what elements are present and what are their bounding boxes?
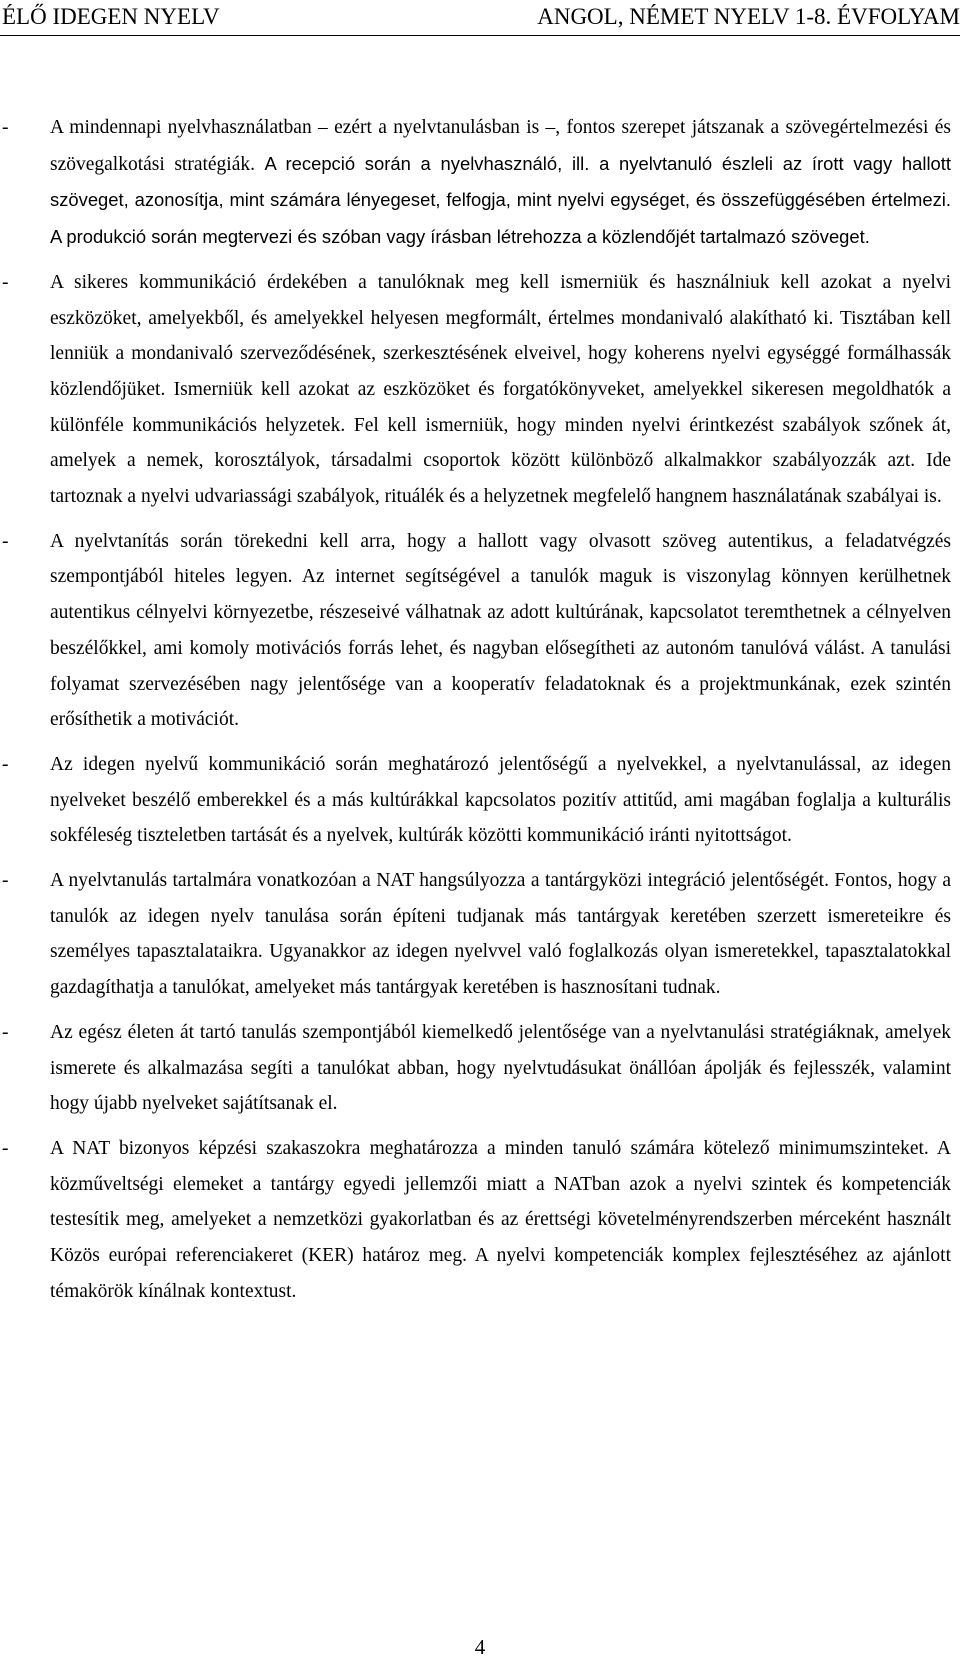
list-item <box>0 863 951 1006</box>
bullet-dash: - <box>2 753 9 775</box>
text-segment-sans: A recepció során a nyelvhasználó, ill. a nyelvtanuló észleli az írott vagy hallott szöveget, azonosítja, mint számára lényegeset, felfogja, mint nyelvi egységet, és összefüggésében értelmezi. A produkció során megtervezi és szóban vagy írásban létrehozza a közlendőjét tartalmazó szöveget. <box>50 152 952 248</box>
paragraph-text <box>50 265 951 515</box>
list-item <box>0 265 951 515</box>
bullet-dash: - <box>2 1137 9 1159</box>
bullet-dash: - <box>2 870 9 892</box>
list-item <box>0 1015 951 1122</box>
paragraph-text <box>50 747 951 854</box>
paragraph-text <box>50 1015 951 1122</box>
bullet-dash: - <box>2 530 9 552</box>
paragraph-text <box>50 524 951 738</box>
text-segment: Az egész életen át tartó tanulás szempontjából kiemelkedő jelentősége van a nyelvtanulási stratégiáknak, amelyek ismerete és alkalmazása segíti a tanulókat abban, hogy nyelvtudásukat önállóan ápolják és fejlesszék, valamint hogy újabb nyelveket sajátítsanak el. <box>50 1021 951 1115</box>
paragraph-text <box>50 863 951 1006</box>
list-item <box>0 747 951 854</box>
text-segment: A NAT bizonyos képzési szakaszokra meghatározza a minden tanuló számára kötelező minimumszinteket. A közműveltségi elemeket a tantárgy egyedi jellemzői miatt a NATban azok a nyelvi szintek és kompetenciák testesítik meg, amelyeket a nemzetközi gyakorlatban és az érettségi követelményrendszerben mérceként használt Közös európai referenciakeret (KER) határoz meg. A nyelvi kompetenciák komplex fejlesztéséhez az ajánlott témakörök kínálnak kontextust. <box>50 1137 951 1302</box>
bullet-dash: - <box>2 1021 9 1043</box>
text-segment: A mindennapi nyelvhasználatban – ezért a nyelvtanulásban is –, fontos szerepet játszanak a szövegértelmezési és szövegalkotási stratégiák. <box>50 117 951 175</box>
page-number: 4 <box>474 1635 486 1659</box>
paragraph-text <box>50 110 951 256</box>
document-body <box>0 110 951 1319</box>
bullet-dash: - <box>2 271 9 293</box>
list-item <box>0 110 951 256</box>
header-divider <box>0 35 960 36</box>
text-segment: A nyelvtanulás tartalmára vonatkozóan a NAT hangsúlyozza a tantárgyközi integráció jelentőségét. Fontos, hogy a tanulók az idegen nyelv tanulása során építeni tudjanak más tantárgyak keretében szerzett ismereteikre és személyes tapasztalataikra. Ugyanakkor az idegen nyelvvel való foglalkozás olyan ismeretekkel, tapasztalatokkal gazdagíthatja a tanulókat, amelyeket más tantárgyak keretében is hasznosítani tudnak. <box>50 870 951 999</box>
page-header <box>0 0 960 34</box>
bullet-dash: - <box>2 117 9 138</box>
text-segment: A nyelvtanítás során törekedni kell arra, hogy a hallott vagy olvasott szöveg autentikus, a feladatvégzés szempontjából hiteles legyen. Az internet segítségével a tanulók maguk is viszonylag könnyen kerülhetnek autentikus célnyelvi környezetbe, részeseivé válhatnak az adott kultúrának, kapcsolatot teremthetnek a célnyelven beszélőkkel, ami komoly motivációs forrás lehet, és nagyban elősegítheti az autonóm tanulóvá válást. A tanulási folyamat szervezésében nagy jelentősége van a kooperatív feladatoknak és a projektmunkának, ezek szintén erősíthetik a motivációt. <box>50 530 951 731</box>
text-segment: A sikeres kommunikáció érdekében a tanulóknak meg kell ismerniük és használniuk kell azokat a nyelvi eszközöket, amelyekből, és amelyekkel helyesen megformált, értelmes mondanivaló alakítható ki. Tisztában kell lenniük a mondanivaló szerveződésének, szerkesztésének elveivel, hogy koherens nyelvi egységgé formálhassák közlendőjüket. Ismerniük kell azokat az eszközöket és forgatókönyveket, amelyekkel sikeresen megoldhatók a különféle kommunikációs helyzetek. Fel kell ismerniük, hogy minden nyelvi érintkezést szabályok szőnek át, amelyek a nemek, korosztályok, társadalmi csoportok között különböző alkalmakkor szabályozzák azt. Ide tartoznak a nyelvi udvariassági szabályok, rituálék és a helyzetnek megfelelő hangnem használatának szabályai is. <box>50 271 951 508</box>
header-subject: ÉLŐ IDEGEN NYELV <box>2 4 220 29</box>
list-item <box>0 524 951 738</box>
text-segment: Az idegen nyelvű kommunikáció során meghatározó jelentőségű a nyelvekkel, a nyelvtanulással, az idegen nyelveket beszélő emberekkel és a más kultúrákkal kapcsolatos pozitív attitűd, ami magában foglalja a kulturális sokféleség tiszteletben tartását és a nyelvek, kultúrák közötti kommunikáció iránti nyitottságot. <box>50 753 951 847</box>
list-item <box>0 1131 951 1310</box>
paragraph-text <box>50 1131 951 1310</box>
header-course: ANGOL, NÉMET NYELV 1-8. ÉVFOLYAM <box>537 4 960 29</box>
